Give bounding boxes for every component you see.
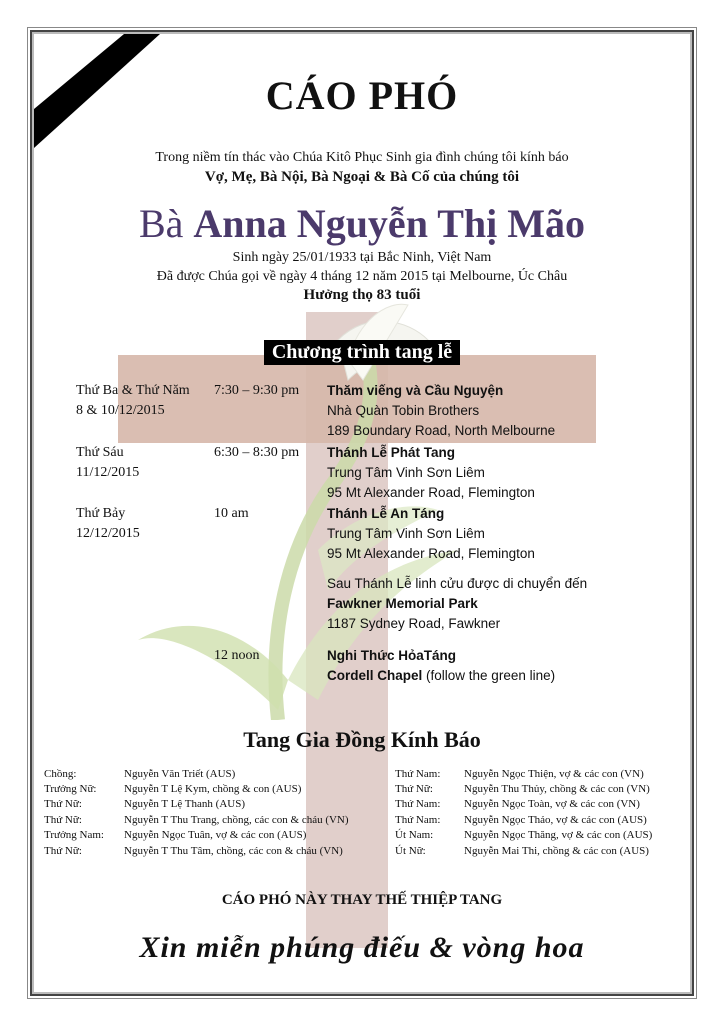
family-member: Nguyễn T Thu Trang, chồng, các con & cháu (VN) — [124, 814, 349, 826]
event2-title: Thánh Lễ Phát Tang — [327, 445, 455, 460]
event1-title: Thăm viếng và Cầu Nguyện — [327, 383, 504, 398]
intro-line: Trong niềm tín thác vào Chúa Kitô Phục Sinh gia đình chúng tôi kính báo — [155, 150, 569, 165]
family-member: Nguyễn T Lệ Kym, chồng & con (AUS) — [124, 783, 302, 795]
program-heading-wrap — [34, 340, 690, 365]
family-member: Nguyễn Ngọc Thăng, vợ & các con (AUS) — [464, 829, 653, 841]
closing-title: Tang Gia Đồng Kính Báo — [243, 727, 481, 752]
family-role: Thứ Nam: — [395, 814, 441, 826]
event4-time: 12 noon — [214, 648, 260, 663]
event1-address: 189 Boundary Road, North Melbourne — [327, 423, 556, 438]
family-member: Nguyễn Văn Triết (AUS) — [124, 768, 236, 780]
event2-day: Thứ Sáu — [76, 445, 124, 460]
transfer-note: Sau Thánh Lễ linh cửu được di chuyển đến — [327, 576, 588, 591]
event1-place: Nhà Quàn Tobin Brothers — [327, 403, 480, 418]
family-role: Thứ Nam: — [395, 798, 441, 810]
request-line: Xin miễn phúng điếu & vòng hoa — [139, 931, 585, 964]
event3-title: Thánh Lễ An Táng — [327, 506, 445, 521]
family-member: Nguyễn Ngọc Thảo, vợ & các con (AUS) — [464, 814, 647, 826]
family-role: Thứ Nữ: — [44, 798, 82, 810]
family-role: Út Nữ: — [395, 845, 426, 857]
family-role: Thứ Nữ: — [395, 783, 433, 795]
event3-time: 10 am — [214, 506, 249, 521]
event2-address: 95 Mt Alexander Road, Flemington — [327, 485, 535, 500]
event2-time: 6:30 – 8:30 pm — [214, 445, 300, 460]
family-member: Nguyễn Ngọc Thiện, vợ & các con (VN) — [464, 768, 644, 780]
event2-place: Trung Tâm Vinh Sơn Liêm — [327, 465, 485, 480]
event3-place: Trung Tâm Vinh Sơn Liêm — [327, 526, 485, 541]
event4-place-line — [327, 666, 555, 686]
family-member: Nguyễn Mai Thi, chồng & các con (AUS) — [464, 845, 649, 857]
event3-day: Thứ Bảy — [76, 506, 126, 521]
notice-line: CÁO PHÓ NÀY THAY THẾ THIỆP TANG — [221, 892, 503, 908]
relations-line: Vợ, Mẹ, Bà Nội, Bà Ngoại & Bà Cố của chúng tôi — [204, 169, 520, 185]
family-member: Nguyễn Thu Thủy, chồng & các con (VN) — [464, 783, 650, 795]
event2-date: 11/12/2015 — [76, 465, 140, 480]
event4-place: Cordell Chapel — [327, 668, 423, 683]
family-role: Út Nam: — [395, 829, 434, 841]
event3-address: 95 Mt Alexander Road, Flemington — [327, 546, 535, 561]
name-main: Anna Nguyễn Thị Mão — [193, 201, 586, 246]
document-title: CÁO PHÓ — [265, 73, 459, 118]
family-role: Trưởng Nam: — [44, 829, 104, 841]
family-member: Nguyễn T Lệ Thanh (AUS) — [124, 798, 245, 810]
family-role: Chồng: — [44, 768, 77, 780]
name-prefix: Bà — [138, 201, 184, 246]
death-info: Đã được Chúa gọi về ngày 4 tháng 12 năm 2015 tại Melbourne, Úc Châu — [156, 269, 568, 284]
family-member: Nguyễn T Thu Tâm, chồng, các con & cháu (VN) — [124, 845, 343, 857]
program-heading: Chương trình tang lễ — [264, 340, 460, 365]
event4-note: (follow the green line) — [426, 668, 556, 683]
transfer-address: 1187 Sydney Road, Fawkner — [327, 616, 501, 631]
birth-info: Sinh ngày 25/01/1933 tại Bắc Ninh, Việt Nam — [232, 250, 492, 265]
deceased-name — [34, 200, 690, 247]
event1-day: Thứ Ba & Thứ Năm — [76, 383, 190, 398]
family-role: Thứ Nữ: — [44, 814, 82, 826]
family-role: Thứ Nam: — [395, 768, 441, 780]
event1-date: 8 & 10/12/2015 — [76, 403, 165, 418]
family-role: Thứ Nữ: — [44, 845, 82, 857]
event1-time: 7:30 – 9:30 pm — [214, 383, 300, 398]
family-member: Nguyễn Ngọc Tuân, vợ & các con (AUS) — [124, 829, 307, 841]
transfer-place: Fawkner Memorial Park — [327, 596, 478, 611]
event3-date: 12/12/2015 — [76, 526, 140, 541]
family-role: Trưởng Nữ: — [44, 783, 97, 795]
family-member: Nguyễn Ngọc Toàn, vợ & các con (VN) — [464, 798, 640, 810]
age-info: Hưởng thọ 83 tuổi — [303, 287, 421, 303]
event4-title: Nghi Thức HỏaTáng — [327, 648, 457, 663]
